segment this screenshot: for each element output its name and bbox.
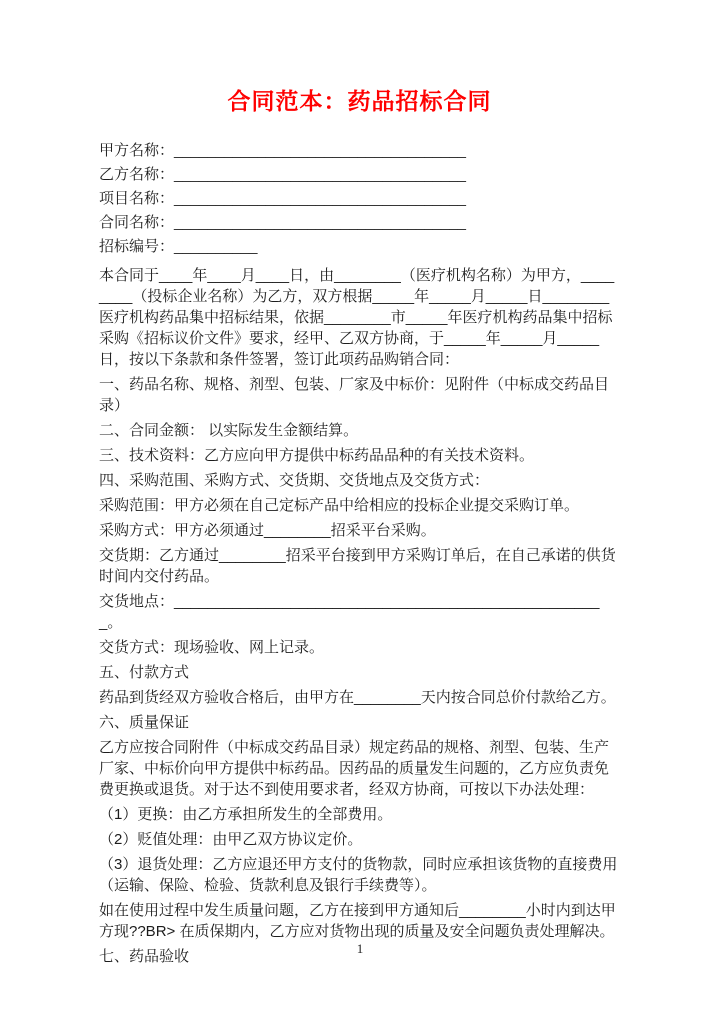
procurement-method: 采购方式：甲方必须通过________招采平台采购。 (99, 522, 436, 539)
blank-line: ___________________________________ (174, 190, 466, 207)
contract-body (99, 265, 620, 967)
delivery-location: 交货地点：____________________________________________________。 (99, 593, 600, 631)
field-label: 甲方名称： (99, 142, 175, 159)
field-party-b-name (99, 164, 620, 185)
delivery-period: 交货期：乙方通过________招采平台接到甲方采购订单后，在自己承诺的供货时间内交付药品。 (99, 547, 616, 585)
payment-terms: 药品到货经双方验收合格后，由甲方在________天内按合同总价付款给乙方。 (99, 689, 616, 706)
field-party-a-name (99, 140, 620, 161)
field-label: 乙方名称： (99, 166, 175, 183)
field-bid-number (99, 236, 620, 257)
delivery-method: 交货方式：现场验收、网上记录。 (99, 639, 325, 656)
clause-5-payment-heading: 五、付款方式 (99, 664, 190, 681)
clause-6-quality-heading: 六、质量保证 (99, 714, 190, 731)
field-project-name (99, 188, 620, 209)
clause-2-contract-amount: 二、合同金额： 以实际发生金额结算。 (99, 422, 359, 439)
document-title: 合同范本：药品招标合同 (227, 88, 492, 114)
page-number: 1 (356, 941, 364, 956)
blank-line: ___________________________________ (174, 142, 466, 159)
header-fields (99, 140, 620, 257)
field-label: 招标编号： (99, 238, 175, 255)
remedy-1-replacement: （1）更换：由乙方承担所发生的全部费用。 (99, 806, 393, 823)
remedy-3-return: （3）退货处理：乙方应退还甲方支付的货物款，同时应承担该货物的直接费用（运输、保险、检验、货款利息及银行手续费等）。 (99, 856, 618, 894)
quality-guarantee: 乙方应按合同附件（中标成交药品目录）规定药品的规格、剂型、包装、生产厂家、中标价向甲方提供中标药品。因药品的质量发生问题的，乙方应负责免费更换或退货。对于达不到使用要求者，经双方协商，可按以下办法处理： (99, 739, 610, 798)
field-label: 项目名称： (99, 190, 175, 207)
remedy-2-devaluation: （2）贬值处理：由甲乙双方协议定价。 (99, 831, 363, 848)
blank-line: ___________________________________ (174, 166, 466, 183)
field-contract-name (99, 212, 620, 233)
clause-1-drug-info: 一、药品名称、规格、剂型、包装、厂家及中标价：见附件（中标成交药品目录） (99, 376, 610, 414)
clause-4-procurement-heading: 四、采购范围、采购方式、交货期、交货地点及交货方式： (99, 472, 490, 489)
clause-7-acceptance-heading: 七、药品验收 (99, 948, 190, 965)
intro-paragraph: 本合同于____年____月____日，由________（医疗机构名称）为甲方，________（投标企业名称）为乙方，双方根据_____年_____月_____日________医疗机构药品集中招标结果，依据________市_____年医疗机构药品集中招标采购《招标议价文件》要求，经甲、乙双方协商，于_____年_____月_____日，按以下条款和条件签署，签订此项药品购销合同： (99, 267, 615, 368)
blank-line: ___________________________________ (174, 214, 466, 231)
blank-line: __________ (174, 238, 258, 255)
page-footer (0, 941, 720, 957)
procurement-scope: 采购范围：甲方必须在自己定标产品中给相应的投标企业提交采购订单。 (99, 497, 580, 514)
field-label: 合同名称： (99, 214, 175, 231)
quality-issue-response: 如在使用过程中发生质量问题，乙方在接到甲方通知后________小时内到达甲方现??BR> 在质保期内，乙方应对货物出现的质量及安全问题负责处理解决。 (99, 902, 616, 940)
clause-3-technical-data: 三、技术资料：乙方应向甲方提供中标药品品种的有关技术资料。 (99, 447, 535, 464)
